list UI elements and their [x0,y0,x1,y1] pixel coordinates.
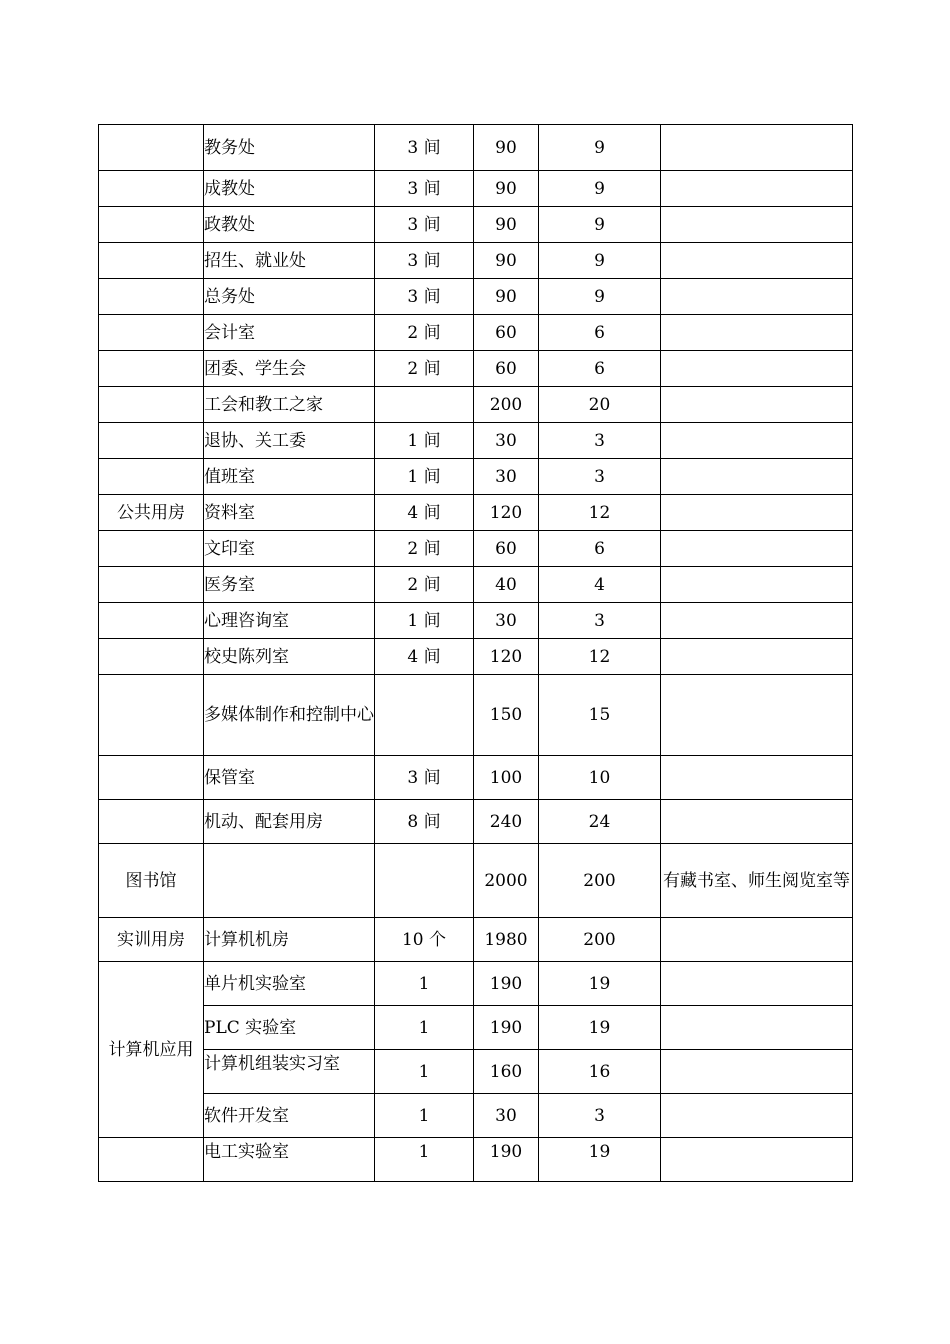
quantity-cell [375,675,474,756]
category-cell: 实训用房 [99,918,204,962]
area-cell: 60 [474,315,539,351]
category-cell [99,171,204,207]
room-name-cell: 退协、关工委 [204,423,375,459]
count-cell: 200 [539,918,661,962]
count-cell: 16 [539,1050,661,1094]
area-cell: 190 [474,1006,539,1050]
table-row [99,171,853,207]
quantity-cell: 1 间 [375,459,474,495]
area-cell: 2000 [474,844,539,918]
note-cell [661,207,853,243]
count-cell: 3 [539,603,661,639]
note-cell [661,962,853,1006]
note-cell [661,459,853,495]
table-row [99,1138,853,1182]
count-cell: 9 [539,125,661,171]
room-name-cell: 文印室 [204,531,375,567]
table-row [99,844,853,918]
room-name-cell: 成教处 [204,171,375,207]
count-cell: 6 [539,351,661,387]
quantity-cell: 1 [375,1006,474,1050]
table-row [99,756,853,800]
room-name-cell: 教务处 [204,125,375,171]
area-cell: 60 [474,531,539,567]
area-cell: 240 [474,800,539,844]
quantity-cell: 1 [375,1138,474,1182]
note-cell [661,243,853,279]
room-name-cell: 机动、配套用房 [204,800,375,844]
area-cell: 90 [474,125,539,171]
category-cell: 公共用房 [99,495,204,531]
quantity-cell: 8 间 [375,800,474,844]
note-cell [661,918,853,962]
quantity-cell: 2 间 [375,315,474,351]
quantity-cell: 1 [375,1094,474,1138]
table-row [99,423,853,459]
note-cell [661,756,853,800]
count-cell: 3 [539,459,661,495]
area-cell: 60 [474,351,539,387]
table-row [99,315,853,351]
category-cell: 图书馆 [99,844,204,918]
table-row [99,125,853,171]
table-row [99,459,853,495]
note-cell [661,423,853,459]
category-cell [99,675,204,756]
area-cell: 120 [474,639,539,675]
quantity-cell: 3 间 [375,243,474,279]
note-cell [661,279,853,315]
quantity-cell: 3 间 [375,171,474,207]
table-row [99,800,853,844]
group-category-cell: 计算机应用 [99,962,204,1138]
note-cell [661,531,853,567]
count-cell: 19 [539,1138,661,1182]
table-row [99,1094,853,1138]
facility-table [98,124,853,1182]
room-name-cell: 电工实验室 [204,1138,375,1182]
table-row [99,675,853,756]
room-name-cell: 心理咨询室 [204,603,375,639]
room-name-cell: PLC 实验室 [204,1006,375,1050]
note-cell [661,567,853,603]
count-cell: 12 [539,639,661,675]
category-cell [99,351,204,387]
table-row [99,1050,853,1094]
quantity-cell: 3 间 [375,756,474,800]
count-cell: 10 [539,756,661,800]
room-name-cell: 保管室 [204,756,375,800]
category-cell [99,639,204,675]
note-cell [661,1094,853,1138]
room-name-cell: 单片机实验室 [204,962,375,1006]
count-cell: 9 [539,279,661,315]
note-cell [661,351,853,387]
note-cell [661,603,853,639]
note-cell [661,495,853,531]
note-cell [661,1050,853,1094]
category-cell [99,315,204,351]
room-name-cell: 招生、就业处 [204,243,375,279]
count-cell: 4 [539,567,661,603]
facility-table-body [99,125,853,1182]
area-cell: 40 [474,567,539,603]
category-cell [99,207,204,243]
category-cell [99,800,204,844]
room-name-cell: 总务处 [204,279,375,315]
quantity-cell [375,387,474,423]
note-cell [661,315,853,351]
note-cell [661,800,853,844]
room-name-cell: 软件开发室 [204,1094,375,1138]
table-row [99,962,853,1006]
table-row [99,918,853,962]
quantity-cell: 1 间 [375,423,474,459]
count-cell: 19 [539,1006,661,1050]
quantity-cell [375,844,474,918]
room-name-cell [204,844,375,918]
count-cell: 15 [539,675,661,756]
area-cell: 190 [474,1138,539,1182]
room-name-cell [204,1050,375,1094]
category-cell [99,531,204,567]
note-cell [661,125,853,171]
area-cell: 120 [474,495,539,531]
quantity-cell: 3 间 [375,279,474,315]
category-cell [99,459,204,495]
table-row [99,387,853,423]
area-cell: 1980 [474,918,539,962]
table-row [99,603,853,639]
category-cell [99,1138,204,1182]
category-cell [99,567,204,603]
area-cell: 160 [474,1050,539,1094]
note-cell [661,1138,853,1182]
note-cell [661,387,853,423]
room-name-cell: 医务室 [204,567,375,603]
quantity-cell: 4 间 [375,639,474,675]
category-cell [99,243,204,279]
note-cell [661,1006,853,1050]
category-cell [99,756,204,800]
room-name-cell: 值班室 [204,459,375,495]
area-cell: 200 [474,387,539,423]
room-name-cell: 计算机机房 [204,918,375,962]
note-cell: 有藏书室、师生阅览室等 [661,844,853,918]
quantity-cell: 10 个 [375,918,474,962]
quantity-cell: 2 间 [375,351,474,387]
room-name-cell: 校史陈列室 [204,639,375,675]
table-row [99,351,853,387]
table-row [99,1006,853,1050]
room-name-cell: 会计室 [204,315,375,351]
quantity-cell: 4 间 [375,495,474,531]
area-cell: 100 [474,756,539,800]
area-cell: 90 [474,207,539,243]
area-cell: 90 [474,243,539,279]
count-cell: 3 [539,1094,661,1138]
category-cell [99,125,204,171]
count-cell: 9 [539,243,661,279]
quantity-cell: 3 间 [375,207,474,243]
count-cell: 3 [539,423,661,459]
area-cell: 30 [474,1094,539,1138]
note-cell [661,639,853,675]
table-row [99,639,853,675]
count-cell: 6 [539,315,661,351]
table-row [99,207,853,243]
area-cell: 150 [474,675,539,756]
area-cell: 30 [474,459,539,495]
count-cell: 19 [539,962,661,1006]
area-cell: 190 [474,962,539,1006]
quantity-cell: 1 [375,1050,474,1094]
note-cell [661,675,853,756]
table-row [99,243,853,279]
count-cell: 9 [539,207,661,243]
quantity-cell: 2 间 [375,531,474,567]
quantity-cell: 1 [375,962,474,1006]
table-row [99,279,853,315]
count-cell: 9 [539,171,661,207]
area-cell: 30 [474,603,539,639]
category-cell [99,387,204,423]
note-cell [661,171,853,207]
count-cell: 6 [539,531,661,567]
table-row [99,495,853,531]
room-name-cell: 团委、学生会 [204,351,375,387]
quantity-cell: 3 间 [375,125,474,171]
count-cell: 200 [539,844,661,918]
area-cell: 90 [474,171,539,207]
count-cell: 24 [539,800,661,844]
quantity-cell: 2 间 [375,567,474,603]
category-cell [99,279,204,315]
category-cell [99,603,204,639]
room-name-cell: 资料室 [204,495,375,531]
room-name-cell: 多媒体制作和控制中心 [204,675,375,756]
count-cell: 20 [539,387,661,423]
room-name-cell: 政教处 [204,207,375,243]
area-cell: 90 [474,279,539,315]
category-cell [99,423,204,459]
room-name-text: 计算机组装实习室 [204,1053,340,1074]
area-cell: 30 [474,423,539,459]
table-row [99,567,853,603]
table-row [99,531,853,567]
room-name-cell: 工会和教工之家 [204,387,375,423]
quantity-cell: 1 间 [375,603,474,639]
count-cell: 12 [539,495,661,531]
